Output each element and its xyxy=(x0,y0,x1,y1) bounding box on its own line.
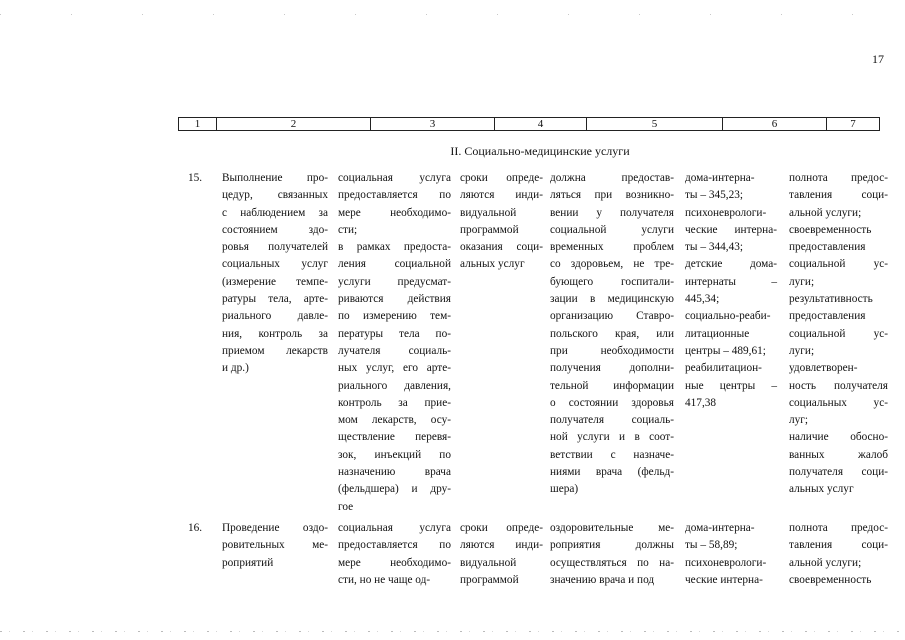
service-tariffs xyxy=(685,520,777,589)
cell-text-line: ществление перевя- xyxy=(338,431,451,444)
cell-text-line: получения дополни- xyxy=(550,362,674,375)
cell-text-line: полнота предос- xyxy=(789,522,888,534)
cell-text-line: мере необходимо- xyxy=(338,556,451,569)
cell-text-line: видуальной xyxy=(460,556,517,569)
cell-text-line: социальная услуга xyxy=(338,522,451,534)
service-conditions xyxy=(550,170,674,499)
table-row xyxy=(180,520,888,600)
cell-text-line: 445,34; xyxy=(685,293,720,306)
cell-text-line: роприятия должны xyxy=(550,539,674,552)
cell-text-line: альных услуг xyxy=(789,483,854,496)
cell-text-line: программой xyxy=(460,223,519,236)
cell-text-line: реабилитацион- xyxy=(685,362,762,375)
cell-text-line: цедур, связанных xyxy=(222,189,328,202)
column-number: 4 xyxy=(495,118,587,130)
cell-text-line: центры – 489,61; xyxy=(685,344,766,357)
cell-text-line: ровительных ме- xyxy=(222,539,328,552)
cell-text-line: мом лекарств, осу- xyxy=(338,414,451,427)
cell-text-line: зации в медицинскую xyxy=(550,293,674,306)
cell-text-line: сроки опреде- xyxy=(460,172,543,184)
cell-text-line: контроль за прие- xyxy=(338,396,451,409)
cell-text-line: ность получателя xyxy=(789,379,888,392)
cell-text-line: (фельдшера) и дру- xyxy=(338,483,451,496)
cell-text-line: со здоровьем, не тре- xyxy=(550,258,674,271)
cell-text-line: Проведение оздо- xyxy=(222,522,328,534)
service-terms xyxy=(460,170,543,274)
cell-text-line: психоневрологи- xyxy=(685,556,767,569)
cell-text-line: ные центры – xyxy=(685,379,777,392)
cell-text-line: ниями врача (фельд- xyxy=(550,466,674,479)
cell-text-line: тельной информации xyxy=(550,379,674,392)
cell-text-line: услуги предусмат- xyxy=(338,275,451,288)
cell-text-line: ты – 345,23; xyxy=(685,189,744,202)
page-number: 17 xyxy=(872,52,884,66)
cell-text-line: приемом лекарств xyxy=(222,344,328,357)
service-conditions xyxy=(550,520,674,589)
cell-text-line: о состоянии здоровья xyxy=(550,396,674,409)
column-number: 7 xyxy=(850,118,856,130)
cell-text-line: полнота предос- xyxy=(789,172,888,184)
service-name xyxy=(222,520,328,572)
cell-text-line: литационные xyxy=(685,327,750,340)
cell-text-line: бующего госпитали- xyxy=(550,275,674,288)
cell-text-line: тавления соци- xyxy=(789,189,888,202)
cell-text-line: ных услуг, его арте- xyxy=(338,362,451,375)
cell-text-line: ратуры тела, арте- xyxy=(222,293,328,306)
cell-text-line: луги; xyxy=(789,344,815,357)
cell-text-line: ния, контроль за xyxy=(222,327,328,340)
cell-text-line: должна предостав- xyxy=(550,172,674,184)
column-number: 1 xyxy=(179,118,217,130)
scan-noise-bottom xyxy=(0,631,905,632)
cell-text-line: гое xyxy=(338,500,354,513)
cell-text-line: ты – 58,89; xyxy=(685,539,738,552)
service-terms xyxy=(460,520,543,589)
cell-text-line: получателя соци- xyxy=(789,466,888,479)
cell-text-line: ветствии с назначе- xyxy=(550,448,674,461)
cell-text-line: зок, инъекций по xyxy=(338,448,451,461)
table-row xyxy=(180,170,888,513)
cell-text-line: наличие обосно- xyxy=(789,431,888,444)
cell-text-line: ления социальной xyxy=(338,258,451,271)
column-number: 5 xyxy=(587,118,723,130)
service-quality-indicators xyxy=(789,520,888,589)
cell-text-line: риального давления, xyxy=(338,379,451,392)
cell-text-line: ляются инди- xyxy=(460,189,543,202)
cell-text-line: ляться при возникно- xyxy=(550,189,674,202)
cell-text-line: психоневрологи- xyxy=(685,206,767,219)
service-tariffs xyxy=(685,170,777,412)
cell-text-line: социальной ус- xyxy=(789,258,888,271)
scan-noise-top xyxy=(0,14,905,15)
cell-text-line: временных проблем xyxy=(550,241,674,254)
cell-text-line: альной услуги; xyxy=(789,206,862,219)
cell-text-line: риваются действия xyxy=(338,293,451,306)
cell-text-line: ческие интерна- xyxy=(685,223,777,236)
cell-text-line: роприятий xyxy=(222,556,274,569)
cell-text-line: социальная услуга xyxy=(338,172,451,184)
cell-text-line: с наблюдением за xyxy=(222,206,328,219)
cell-text-line: луги; xyxy=(789,275,815,288)
cell-text-line: предоставления xyxy=(789,310,866,323)
cell-text-line: сти; xyxy=(338,223,358,236)
cell-text-line: интернаты – xyxy=(685,275,777,288)
cell-text-line: сти, но не чаще од- xyxy=(338,573,431,586)
cell-text-line: ляются инди- xyxy=(460,539,543,552)
service-quality-indicators xyxy=(789,170,888,499)
cell-text-line: лучателя социаль- xyxy=(338,344,451,357)
row-number: 16. xyxy=(188,522,203,534)
cell-text-line: результативность xyxy=(789,293,873,306)
row-number: 15. xyxy=(188,172,203,184)
cell-text-line: предоставления xyxy=(789,241,866,254)
cell-text-line: риального давле- xyxy=(222,310,328,323)
cell-text-line: осуществляться по на- xyxy=(550,556,674,569)
cell-text-line: состоянием здо- xyxy=(222,223,328,236)
cell-text-line: видуальной xyxy=(460,206,517,219)
cell-text-line: при необходимости xyxy=(550,344,674,357)
cell-text-line: удовлетворен- xyxy=(789,362,858,375)
cell-text-line: социальных ус- xyxy=(789,396,888,409)
cell-text-line: ты – 344,43; xyxy=(685,241,744,254)
cell-text-line: сроки опреде- xyxy=(460,522,543,534)
service-description xyxy=(338,520,451,589)
cell-text-line: предоставляется по xyxy=(338,539,451,552)
cell-text-line: своевременность xyxy=(789,223,872,236)
cell-text-line: альной услуги; xyxy=(789,556,862,569)
cell-text-line: польского края, или xyxy=(550,327,674,340)
service-name xyxy=(222,170,328,378)
cell-text-line: оказания соци- xyxy=(460,241,543,254)
cell-text-line: значению врача и под xyxy=(550,573,655,586)
section-title: II. Социально-медицинские услуги xyxy=(450,144,630,158)
cell-text-line: Выполнение про- xyxy=(222,172,328,184)
cell-text-line: тавления соци- xyxy=(789,539,888,552)
cell-text-line: пературы тела по- xyxy=(338,327,451,340)
cell-text-line: вении у получателя xyxy=(550,206,674,219)
cell-text-line: дома-интерна- xyxy=(685,172,755,184)
cell-text-line: социальной ус- xyxy=(789,327,888,340)
cell-text-line: шера) xyxy=(550,483,579,496)
cell-text-line: мере необходимо- xyxy=(338,206,451,219)
cell-text-line: 417,38 xyxy=(685,396,717,409)
cell-text-line: детские дома- xyxy=(685,258,777,271)
cell-text-line: луг; xyxy=(789,414,809,427)
cell-text-line: социально-реаби- xyxy=(685,310,771,323)
cell-text-line: предоставляется по xyxy=(338,189,451,202)
cell-text-line: программой xyxy=(460,573,519,586)
cell-text-line: альных услуг xyxy=(460,258,525,271)
cell-text-line: социальной услуги xyxy=(550,223,674,236)
cell-text-line: в рамках предоста- xyxy=(338,241,451,254)
column-number: 2 xyxy=(217,118,371,130)
cell-text-line: дома-интерна- xyxy=(685,522,755,534)
cell-text-line: ванных жалоб xyxy=(789,448,888,461)
column-number-row xyxy=(178,117,880,131)
cell-text-line: организацию Ставро- xyxy=(550,310,674,323)
cell-text-line: ровья получателей xyxy=(222,241,328,254)
cell-text-line: социальных услуг xyxy=(222,258,328,271)
service-description xyxy=(338,170,451,516)
cell-text-line: ной услуги и в соот- xyxy=(550,431,674,444)
cell-text-line: своевременность xyxy=(789,573,872,586)
cell-text-line: по измерению тем- xyxy=(338,310,451,323)
cell-text-line: и др.) xyxy=(222,362,249,375)
cell-text-line: оздоровительные ме- xyxy=(550,522,674,534)
cell-text-line: получателя социаль- xyxy=(550,414,674,427)
column-number: 3 xyxy=(371,118,495,130)
cell-text-line: (измерение темпе- xyxy=(222,275,328,288)
cell-text-line: ческие интерна- xyxy=(685,573,763,586)
cell-text-line: назначению врача xyxy=(338,466,451,479)
column-number: 6 xyxy=(723,118,827,130)
